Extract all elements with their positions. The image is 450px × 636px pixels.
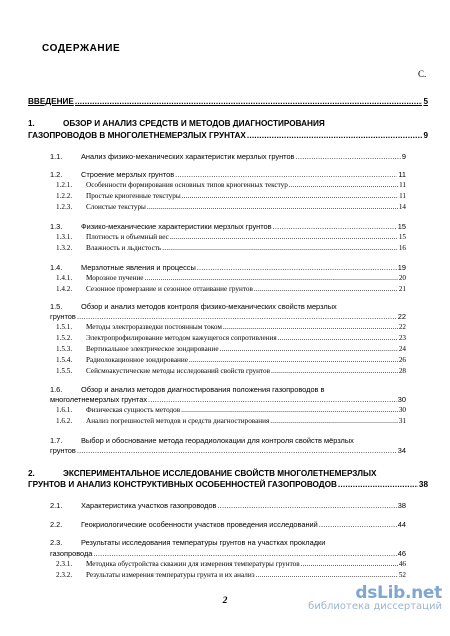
toc-page-number: 38 (397, 501, 406, 510)
toc-entry-label: Электропрофилирование методом кажущегося сопротивления (86, 334, 277, 342)
toc-entry-1-3-2[interactable] (56, 244, 406, 256)
toc-entry-label: Сезонное промерзание и сезонное оттаивание грунтов (86, 285, 253, 293)
toc-page-number: 9 (423, 131, 428, 140)
subsection-number: 2.3.2. (56, 571, 73, 579)
watermark[interactable] (308, 583, 442, 612)
section-number: 1.1. (50, 152, 63, 161)
chapter-number: 2. (28, 469, 35, 478)
toc-entry-1-1[interactable] (50, 152, 406, 164)
leader-dots (144, 274, 397, 282)
toc-page-number: 28 (398, 367, 406, 375)
toc-page-number: 5 (423, 97, 428, 106)
toc-page-number: 44 (397, 520, 406, 529)
chapter-title-line-1: ОБЗОР И АНАЛИЗ СРЕДСТВ И МЕТОДОВ ДИАГНОСТИРОВАНИЯ (63, 119, 325, 128)
leader-dots (301, 560, 398, 568)
toc-entry-label: Сейсмоакустические методы исследований свойств грунтов (86, 367, 270, 375)
toc-entry-label: ВВЕДЕНИЕ (28, 97, 74, 106)
chapter-number: 1. (28, 119, 35, 128)
toc-entry-1-2-3[interactable] (56, 203, 406, 215)
toc-entry-label: Мерзлотные явления и процессы (81, 263, 196, 272)
toc-entry-1-5-5[interactable] (56, 367, 406, 379)
toc-page-number: 24 (398, 345, 406, 353)
leader-dots (270, 417, 398, 425)
leader-dots (273, 222, 397, 231)
section-number: 1.5. (50, 302, 63, 311)
toc-page-number: 38 (418, 480, 428, 489)
leader-dots (77, 446, 397, 455)
leader-dots (319, 520, 397, 529)
toc-entry-label-line-2: грунтов (50, 446, 76, 455)
toc-page-number: 15 (398, 233, 406, 241)
section-number: 1.6. (50, 385, 63, 394)
leader-dots (182, 192, 398, 200)
leader-dots (254, 285, 398, 293)
subsection-number: 1.5.1. (56, 323, 73, 331)
toc-entry-label-line-2: грунтов (50, 312, 76, 321)
leader-dots (75, 97, 423, 106)
leader-dots (197, 263, 397, 272)
toc-page-number: 15 (397, 222, 406, 231)
toc-page-number: 11 (398, 170, 406, 179)
toc-entry-label: Характеристика участков газопроводов (81, 501, 217, 510)
leader-dots (77, 312, 397, 321)
toc-entry-label: Влажность и льдистость (86, 244, 162, 252)
toc-entry-label: Особенности формирования основных типов криогенных текстур (86, 181, 288, 189)
section-number: 2.2. (50, 520, 63, 529)
subsection-number: 1.3.1. (56, 233, 73, 241)
toc-entry-label-line-1: Обзор и анализ методов диагностирования положения газопроводов в (81, 385, 325, 394)
page-number: 2 (222, 596, 228, 606)
subsection-number: 1.5.2. (56, 334, 73, 342)
toc-page-number: 14 (398, 203, 406, 211)
toc-entry-1-4-2[interactable] (56, 285, 406, 297)
chapter-title-line-1: ЭКСПЕРИМЕНТАЛЬНОЕ ИССЛЕДОВАНИЕ СВОЙСТВ МНОГОЛЕТНЕМЕРЗЛЫХ (63, 469, 377, 478)
leader-dots (93, 549, 396, 558)
toc-page-number: 22 (398, 323, 406, 331)
toc-entry-label: Плотность и объемный вес (86, 233, 169, 241)
toc-page-number: 52 (398, 571, 406, 579)
toc-page-number: 21 (398, 285, 406, 293)
subsection-number: 1.4.2. (56, 285, 73, 293)
leader-dots (223, 323, 398, 331)
subsection-number: 1.6.2. (56, 417, 73, 425)
subsection-number: 1.6.1. (56, 406, 73, 414)
toc-entry-label: Геокриологические особенности участков проведения исследований (81, 520, 318, 529)
toc-entry-label: Вертикальное электрическое зондирование (86, 345, 219, 353)
toc-page-number: 22 (397, 312, 406, 321)
toc-entry-2-3-2[interactable] (56, 571, 406, 583)
leader-dots (189, 356, 398, 364)
toc-entry-label: Методика обустройства скважин для измерения температуры грунтов (86, 560, 300, 568)
subsection-number: 1.5.3. (56, 345, 73, 353)
toc-entry-label: Физико-механические характеристики мерзлых грунтов (81, 222, 272, 231)
subsection-number: 1.4.1. (56, 274, 73, 282)
leader-dots (338, 480, 418, 489)
section-number: 1.4. (50, 263, 63, 272)
toc-page-number: 16 (398, 244, 406, 252)
toc-entry-label: Методы электроразведки постоянным током (86, 323, 222, 331)
toc-entry-label: Простые криогенные текстуры (86, 192, 181, 200)
toc-entry-label-line-1: Выбор и обоснование метода георадиолокации для контроля свойств мёрзлых (81, 436, 354, 445)
subsection-number: 1.2.3. (56, 203, 73, 211)
leader-dots (147, 203, 398, 211)
subsection-number: 1.3.2. (56, 244, 73, 252)
toc-page-number: 11 (399, 181, 406, 189)
toc-page-number: 46 (398, 560, 406, 568)
toc-entry-label: Результаты измерения температуры грунта и их анализ (86, 571, 255, 579)
toc-page-number: 19 (397, 263, 406, 272)
toc-page-number: 30 (397, 395, 406, 404)
subsection-number: 1.2.1. (56, 181, 73, 189)
leader-dots (162, 244, 398, 252)
toc-entry-label: Анализ физико-механических характеристик мерзлых грунтов (81, 152, 295, 161)
toc-entry-label: Морозное пучение (86, 274, 144, 282)
leader-dots (175, 170, 397, 179)
toc-page-number: 11 (399, 192, 406, 200)
toc-entry-label: Строение мерзлых грунтов (81, 170, 175, 179)
toc-page-number: 46 (397, 549, 406, 558)
toc-page-number: 30 (398, 406, 406, 414)
subsection-number: 2.3.1. (56, 560, 73, 568)
toc-entry-label-line-1: Обзор и анализ методов контроля физико-механических свойств мерзлых (81, 302, 337, 311)
toc-entry-label-line-1: Результаты исследования температуры грунтов на участках прокладки (81, 538, 326, 547)
chapter-title-line-2: ГРУНТОВ И АНАЛИЗ КОНСТРУКТИВНЫХ ОСОБЕННОСТЕЙ ГАЗОПРОВОДОВ (28, 480, 337, 489)
leader-dots (217, 501, 396, 510)
subsection-number: 1.5.4. (56, 356, 73, 364)
leader-dots (181, 406, 398, 414)
toc-entry-label: Слоистые текстуры (86, 203, 146, 211)
toc-entry-label: Анализ погрешностей методов и средств диагностирования (86, 417, 270, 425)
leader-dots (148, 395, 397, 404)
subsection-number: 1.2.2. (56, 192, 73, 200)
leader-dots (289, 181, 398, 189)
leader-dots (247, 131, 423, 140)
toc-entry-label: Физическая сущность методов (86, 406, 181, 414)
toc-entry-1-6-2[interactable] (56, 417, 406, 429)
toc-entry-label: Радиолокационное зондирование (86, 356, 188, 364)
toc-entry-2-2[interactable] (50, 520, 406, 532)
section-number: 1.2. (50, 170, 63, 179)
page-column-label: С. (418, 69, 427, 79)
chapter-title-line-2: ГАЗОПРОВОДОВ В МНОГОЛЕТНЕМЕРЗЛЫХ ГРУНТАХ (28, 131, 246, 140)
toc-entry-intro[interactable] (28, 97, 428, 109)
leader-dots (296, 152, 401, 161)
leader-dots (220, 345, 398, 353)
section-number: 2.1. (50, 501, 63, 510)
subsection-number: 1.5.5. (56, 367, 73, 375)
toc-page-number: 23 (398, 334, 406, 342)
toc-entry-label-line-2: газопровода (50, 549, 93, 558)
page-title: СОДЕРЖАНИЕ (42, 43, 121, 54)
section-number: 1.3. (50, 222, 63, 231)
toc-entry-label-line-2: многолетнемерзлых грунтах (50, 395, 148, 404)
section-number: 1.7. (50, 436, 63, 445)
section-number: 2.3. (50, 538, 63, 547)
leader-dots (278, 334, 398, 342)
leader-dots (271, 367, 398, 375)
toc-entry-2-1[interactable] (50, 501, 406, 513)
watermark-logo: dsLib.net (355, 583, 442, 603)
toc-page-number: 26 (398, 356, 406, 364)
toc-page-number: 34 (397, 446, 406, 455)
leader-dots (170, 233, 398, 241)
toc-page-number: 20 (398, 274, 406, 282)
leader-dots (256, 571, 398, 579)
watermark-subtitle: библиотека диссертаций (308, 601, 442, 612)
toc-page-number: 9 (401, 152, 406, 161)
toc-page-number: 31 (398, 417, 406, 425)
